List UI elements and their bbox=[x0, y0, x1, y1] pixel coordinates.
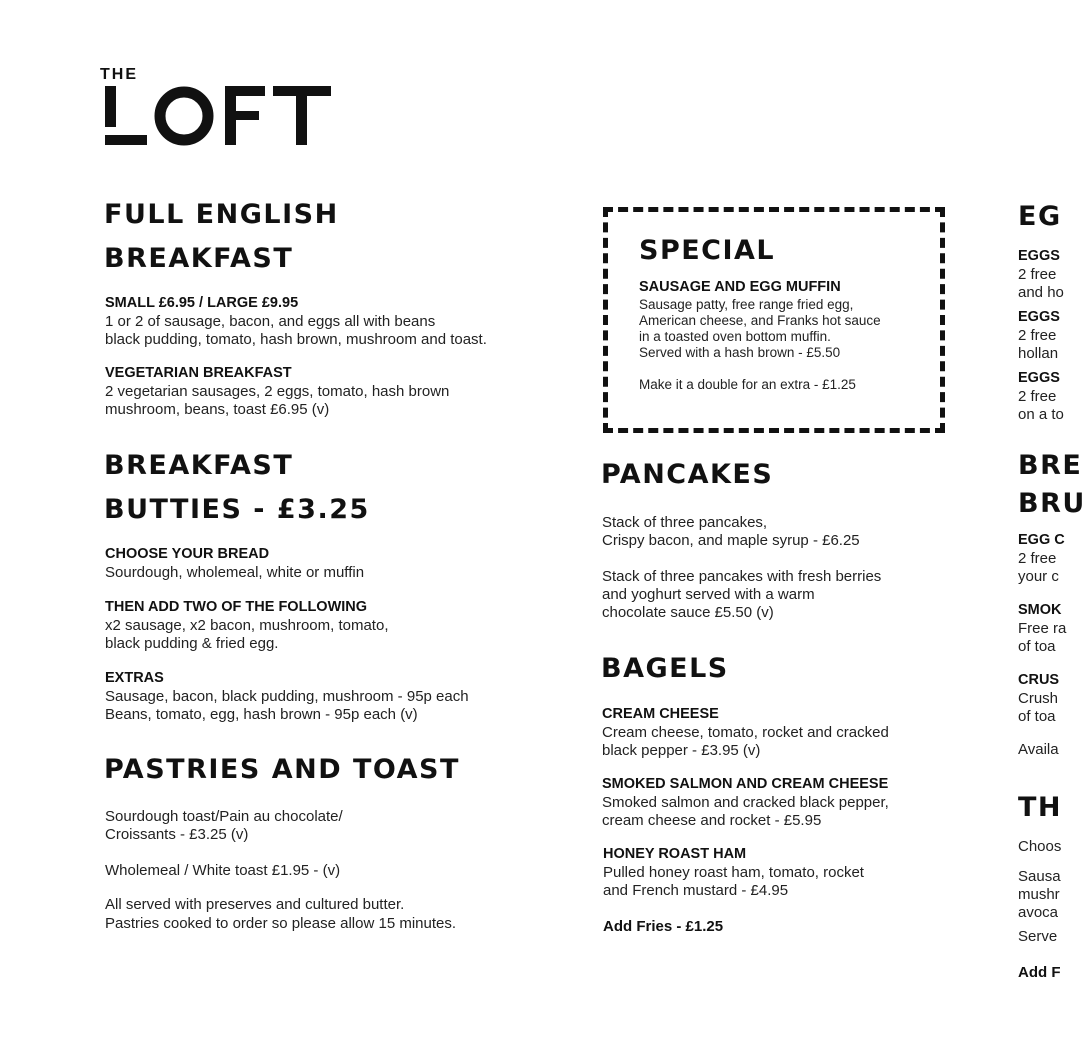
full-english-desc-2: black pudding, tomato, hash brown, mushroom and toast. bbox=[105, 331, 487, 348]
crus-desc-2: of toa bbox=[1018, 708, 1056, 725]
extras-desc-1: Sausage, bacon, black pudding, mushroom - 95p each bbox=[105, 688, 469, 705]
logo-loft bbox=[100, 86, 335, 148]
eggs2-desc-1: 2 free bbox=[1018, 327, 1057, 344]
eggs1-desc-2: and ho bbox=[1018, 284, 1064, 301]
special-desc-5: Make it a double for an extra - £1.25 bbox=[639, 377, 856, 392]
pancakes-item2-line2: and yoghurt served with a warm bbox=[602, 586, 815, 603]
egg-c-title: EGG C bbox=[1018, 532, 1065, 548]
add-two-title: THEN ADD TWO OF THE FOLLOWING bbox=[105, 599, 368, 615]
crus-desc-1: Crush bbox=[1018, 690, 1059, 707]
egg-c-desc-1: 2 free bbox=[1018, 550, 1057, 567]
brunch-heading-2: BRU bbox=[1018, 488, 1086, 519]
special-desc-1: Sausage patty, free range fried egg, bbox=[639, 297, 854, 312]
brunch-heading-1: BRE bbox=[1018, 450, 1083, 481]
add-two-desc-2: black pudding & fried egg. bbox=[105, 635, 279, 652]
pastries-desc-4: All served with preserves and cultured butter. bbox=[105, 896, 405, 913]
pancakes-item1-line2: Crispy bacon, and maple syrup - £6.25 bbox=[602, 532, 860, 549]
special-heading: SPECIAL bbox=[639, 235, 776, 266]
smok-desc-2: of toa bbox=[1018, 638, 1056, 655]
add-f-text: Add F bbox=[1018, 964, 1061, 981]
eggs1-desc-1: 2 free bbox=[1018, 266, 1057, 283]
bagels-heading: BAGELS bbox=[601, 653, 729, 684]
pancakes-item2-line3: chocolate sauce £5.50 (v) bbox=[602, 604, 774, 621]
special-desc-3: in a toasted oven bottom muffin. bbox=[639, 329, 831, 344]
butties-heading-1: BREAKFAST bbox=[104, 450, 294, 481]
extras-title: EXTRAS bbox=[105, 670, 164, 686]
eggs3-desc-2: on a to bbox=[1018, 406, 1064, 423]
vegetarian-breakfast-title: VEGETARIAN BREAKFAST bbox=[105, 365, 292, 381]
sausa-desc-2: mushr bbox=[1018, 886, 1060, 903]
choose-bread-desc: Sourdough, wholemeal, white or muffin bbox=[105, 564, 365, 581]
full-english-heading-2: BREAKFAST bbox=[104, 243, 294, 274]
add-two-desc-1: x2 sausage, x2 bacon, mushroom, tomato, bbox=[105, 617, 389, 634]
bagel-cream-cheese-desc-2: black pepper - £3.95 (v) bbox=[602, 742, 761, 759]
vegetarian-desc-2: mushroom, beans, toast £6.95 (v) bbox=[105, 401, 330, 418]
choos-text: Choos bbox=[1018, 838, 1062, 855]
availa-text: Availa bbox=[1018, 741, 1059, 758]
pastries-desc-1: Sourdough toast/Pain au chocolate/ bbox=[105, 808, 343, 825]
eggs-heading: EG bbox=[1018, 201, 1062, 232]
eggs1-title: EGGS bbox=[1018, 248, 1060, 264]
sausa-desc-1: Sausa bbox=[1018, 868, 1061, 885]
smok-title: SMOK bbox=[1018, 602, 1062, 618]
extras-desc-2: Beans, tomato, egg, hash brown - 95p each (v) bbox=[105, 706, 418, 723]
eggs2-desc-2: hollan bbox=[1018, 345, 1059, 362]
special-desc-4: Served with a hash brown - £5.50 bbox=[639, 345, 841, 360]
bagel-ham-desc-2: and French mustard - £4.95 bbox=[603, 882, 789, 899]
crus-title: CRUS bbox=[1018, 672, 1060, 688]
pancakes-item1-line1: Stack of three pancakes, bbox=[602, 514, 768, 531]
eggs3-title: EGGS bbox=[1018, 370, 1060, 386]
special-desc-2: American cheese, and Franks hot sauce bbox=[639, 313, 881, 328]
full-english-heading-1: FULL ENGLISH bbox=[104, 199, 339, 230]
th-heading: TH bbox=[1018, 792, 1063, 823]
full-english-desc-1: 1 or 2 of sausage, bacon, and eggs all with beans bbox=[105, 313, 436, 330]
bagel-salmon-desc-1: Smoked salmon and cracked black pepper, bbox=[602, 794, 889, 811]
egg-c-desc-2: your c bbox=[1018, 568, 1059, 585]
bagel-cream-cheese-title: CREAM CHEESE bbox=[602, 706, 719, 722]
special-item-title: SAUSAGE AND EGG MUFFIN bbox=[639, 279, 841, 295]
pancakes-item2-line1: Stack of three pancakes with fresh berries bbox=[602, 568, 882, 585]
pastries-heading: PASTRIES AND TOAST bbox=[104, 754, 460, 785]
pastries-desc-5: Pastries cooked to order so please allow 15 minutes. bbox=[105, 915, 457, 932]
full-english-small-large-title: SMALL £6.95 / LARGE £9.95 bbox=[105, 295, 299, 311]
pastries-desc-2: Croissants - £3.25 (v) bbox=[105, 826, 249, 843]
add-fries: Add Fries - £1.25 bbox=[603, 918, 724, 935]
serve-text: Serve bbox=[1018, 928, 1058, 945]
sausa-desc-3: avoca bbox=[1018, 904, 1059, 921]
eggs3-desc-1: 2 free bbox=[1018, 388, 1057, 405]
bagel-salmon-title: SMOKED SALMON AND CREAM CHEESE bbox=[602, 776, 889, 792]
choose-bread-title: CHOOSE YOUR BREAD bbox=[105, 546, 270, 562]
butties-heading-2: BUTTIES - £3.25 bbox=[104, 494, 370, 525]
bagel-salmon-desc-2: cream cheese and rocket - £5.95 bbox=[602, 812, 822, 829]
pastries-desc-3: Wholemeal / White toast £1.95 - (v) bbox=[105, 862, 341, 879]
smok-desc-1: Free ra bbox=[1018, 620, 1067, 637]
bagel-cream-cheese-desc-1: Cream cheese, tomato, rocket and cracked bbox=[602, 724, 889, 741]
vegetarian-desc-1: 2 vegetarian sausages, 2 eggs, tomato, hash brown bbox=[105, 383, 450, 400]
bagel-ham-desc-1: Pulled honey roast ham, tomato, rocket bbox=[603, 864, 864, 881]
bagel-ham-title: HONEY ROAST HAM bbox=[603, 846, 747, 862]
eggs2-title: EGGS bbox=[1018, 309, 1060, 325]
pancakes-heading: PANCAKES bbox=[601, 459, 774, 490]
logo-the: THE bbox=[100, 66, 138, 83]
